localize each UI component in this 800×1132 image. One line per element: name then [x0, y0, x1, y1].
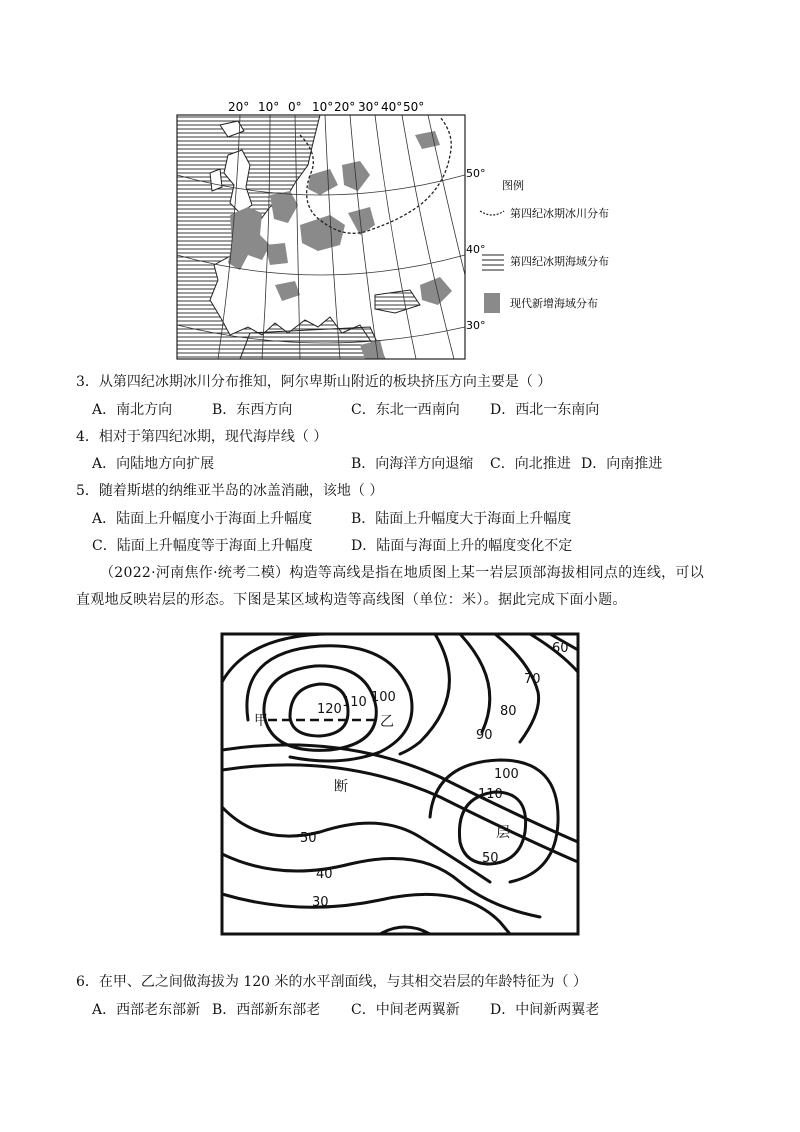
- contour-label: 40: [316, 867, 333, 882]
- contour-label: 90: [476, 728, 493, 743]
- passage-line-1: （2022·河南焦作·统考二模）构造等高线是指在地质图上某一岩层顶部海拔相同点的连线，可以: [100, 565, 705, 581]
- contour-label: 100: [371, 690, 396, 705]
- passage-line-2: 直观地反映岩层的形态。下图是某区域构造等高线图（单位：米）。据此完成下面小题。: [76, 592, 627, 608]
- fault-label: 断: [334, 779, 348, 795]
- contour-label: 50: [300, 831, 317, 846]
- contour-label: 70: [524, 672, 541, 687]
- q3-option-c[interactable]: C．东北一西南向: [351, 402, 460, 418]
- contour-label: 100: [494, 767, 519, 782]
- contour-label: 60: [552, 641, 569, 656]
- sea-legend-icon: [482, 255, 504, 270]
- q4-option-a[interactable]: A．向陆地方向扩展: [92, 456, 215, 472]
- q5-option-c[interactable]: C．陆面上升幅度等于海面上升幅度: [92, 538, 313, 554]
- q5-option-b[interactable]: B．陆面上升幅度大于海面上升幅度: [351, 511, 572, 527]
- q6-option-a[interactable]: A．西部老东部新: [92, 1002, 201, 1018]
- q6-option-d[interactable]: D．中间新两翼老: [490, 1002, 600, 1018]
- lon-label: 0°: [288, 100, 302, 114]
- contour-label: 80: [500, 704, 517, 719]
- legend-item: 第四纪冰期海域分布: [510, 255, 609, 268]
- fault-label: 层: [496, 825, 510, 841]
- contour-label: 30: [312, 895, 329, 910]
- q4-option-b[interactable]: B．向海洋方向退缩: [351, 456, 474, 472]
- contour-label: 110: [478, 787, 503, 802]
- question-3: 3．从第四纪冰期冰川分布推知，阿尔卑斯山附近的板块挤压方向主要是（ ）: [76, 374, 552, 390]
- q5-option-a[interactable]: A．陆面上升幅度小于海面上升幅度: [92, 511, 313, 527]
- point-jia: 甲: [254, 713, 268, 729]
- q5-option-d[interactable]: D．陆面与海面上升的幅度变化不定: [351, 538, 573, 554]
- question-4: 4．相对于第四纪冰期，现代海岸线（ ）: [76, 429, 328, 445]
- lon-label: 30°: [358, 100, 380, 114]
- lat-label: 30°: [466, 319, 486, 332]
- lon-label: 50°: [403, 100, 425, 114]
- glacier-legend-icon: [480, 211, 504, 215]
- lon-label: 40°: [381, 100, 403, 114]
- lat-label: 40°: [466, 243, 486, 256]
- lon-label: 20°: [334, 100, 356, 114]
- q6-option-c[interactable]: C．中间老两翼新: [351, 1002, 460, 1018]
- q3-option-b[interactable]: B．东西方向: [212, 402, 293, 418]
- q6-option-b[interactable]: B．西部新东部老: [212, 1002, 321, 1018]
- lat-label: 50°: [466, 167, 486, 180]
- question-6: 6．在甲、乙之间做海拔为 120 米的水平剖面线，与其相交岩层的年龄特征为（ ）: [76, 974, 587, 990]
- contour-label: 120: [317, 702, 342, 717]
- q3-option-a[interactable]: A．南北方向: [92, 402, 173, 418]
- q3-option-d[interactable]: D．西北一东南向: [490, 402, 600, 418]
- point-yi: 乙: [380, 714, 394, 730]
- q4-option-c[interactable]: C．向北推进: [490, 456, 571, 472]
- legend-item: 第四纪冰期冰川分布: [510, 207, 609, 220]
- question-5: 5．随着斯堪的纳维亚半岛的冰盖消融，该地（ ）: [76, 483, 384, 499]
- lon-label: 20°: [228, 100, 250, 114]
- lon-label: 10°: [312, 100, 334, 114]
- structure-contour-map: [220, 632, 582, 938]
- q4-option-d[interactable]: D．向南推进: [581, 456, 663, 472]
- lon-label: 10°: [258, 100, 280, 114]
- new-sea-legend-icon: [484, 293, 500, 313]
- contour-label: 110: [342, 695, 367, 710]
- legend-item: 现代新增海域分布: [510, 297, 598, 310]
- legend-title: 图例: [502, 179, 524, 192]
- contour-label: 50: [482, 851, 499, 866]
- europe-glacier-map: [170, 95, 620, 365]
